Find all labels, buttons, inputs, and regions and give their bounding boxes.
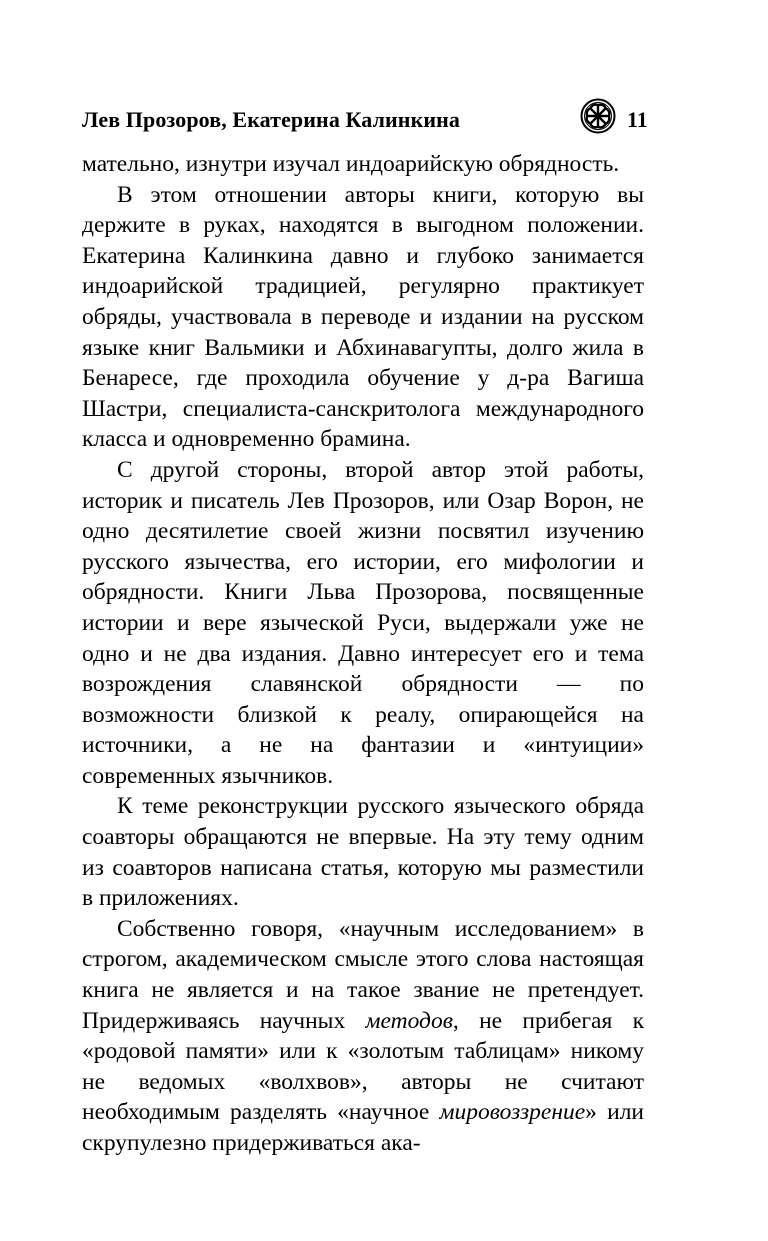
paragraph: В этом отношении авторы книги, которую вы держите в руках, находятся в выгодном положении. Екатерина Калинкина давно и глубоко занимается индоарийской традицией, регулярно практикует обряды, участвовала в переводе и издании на русском языке книг Вальмики и Абхинавагупты, долго жила в Бенаресе, где проходила обучение у д-ра Вагиша Шастри, специалиста-санскритолога международного класса и одновременно брамина. bbox=[82, 181, 644, 453]
page-header bbox=[82, 98, 686, 138]
paragraph: С другой стороны, второй автор этой работы, историк и писатель Лев Прозоров, или Озар Ворон, не одно десятилетие своей жизни посвятил изучению русского язычества, его истории, его мифологии и обрядности. Книги Льва Прозорова, посвященные истории и вере языческой Руси, выдержали уже не одно и не два издания. Давно интересует его и тема возрождения славянской обрядности — по возможности близкой к реалу, опирающейся на источники, а не на фантазии и «интуиции» современных язычников. bbox=[82, 456, 644, 789]
paragraph-text: » или скрупулезно придерживаться ака- bbox=[82, 1099, 645, 1156]
emphasis: методов bbox=[365, 1007, 453, 1034]
kolovrat-icon bbox=[580, 98, 616, 134]
emphasis: мировоззрение bbox=[439, 1099, 586, 1126]
paragraph-text: Собственно говоря, «научным исследованием» в строгом, академическом смысле этого слова настоящая книга не является и на такое звание не претендует. Придерживаясь научных bbox=[82, 915, 644, 1034]
paragraph: К теме реконструкции русского языческого обряда соавторы обращаются не впервые. На эту тему одним из соавторов написана статья, которую мы разместили в приложениях. bbox=[82, 793, 644, 912]
paragraph bbox=[82, 914, 644, 1159]
body-text bbox=[82, 149, 644, 1159]
paragraph: мательно, изнутри изучал индоарийскую обрядность. bbox=[82, 151, 620, 177]
page-number: 11 bbox=[627, 107, 648, 132]
running-head: Лев Прозоров, Екатерина Калинкина bbox=[82, 107, 460, 132]
paragraph-text: , не прибегая к «родовой памяти» или к «золотым таблицам» никому не ведомых «волхвов», авторы не считают необходимым разделять «научное bbox=[82, 1007, 644, 1126]
